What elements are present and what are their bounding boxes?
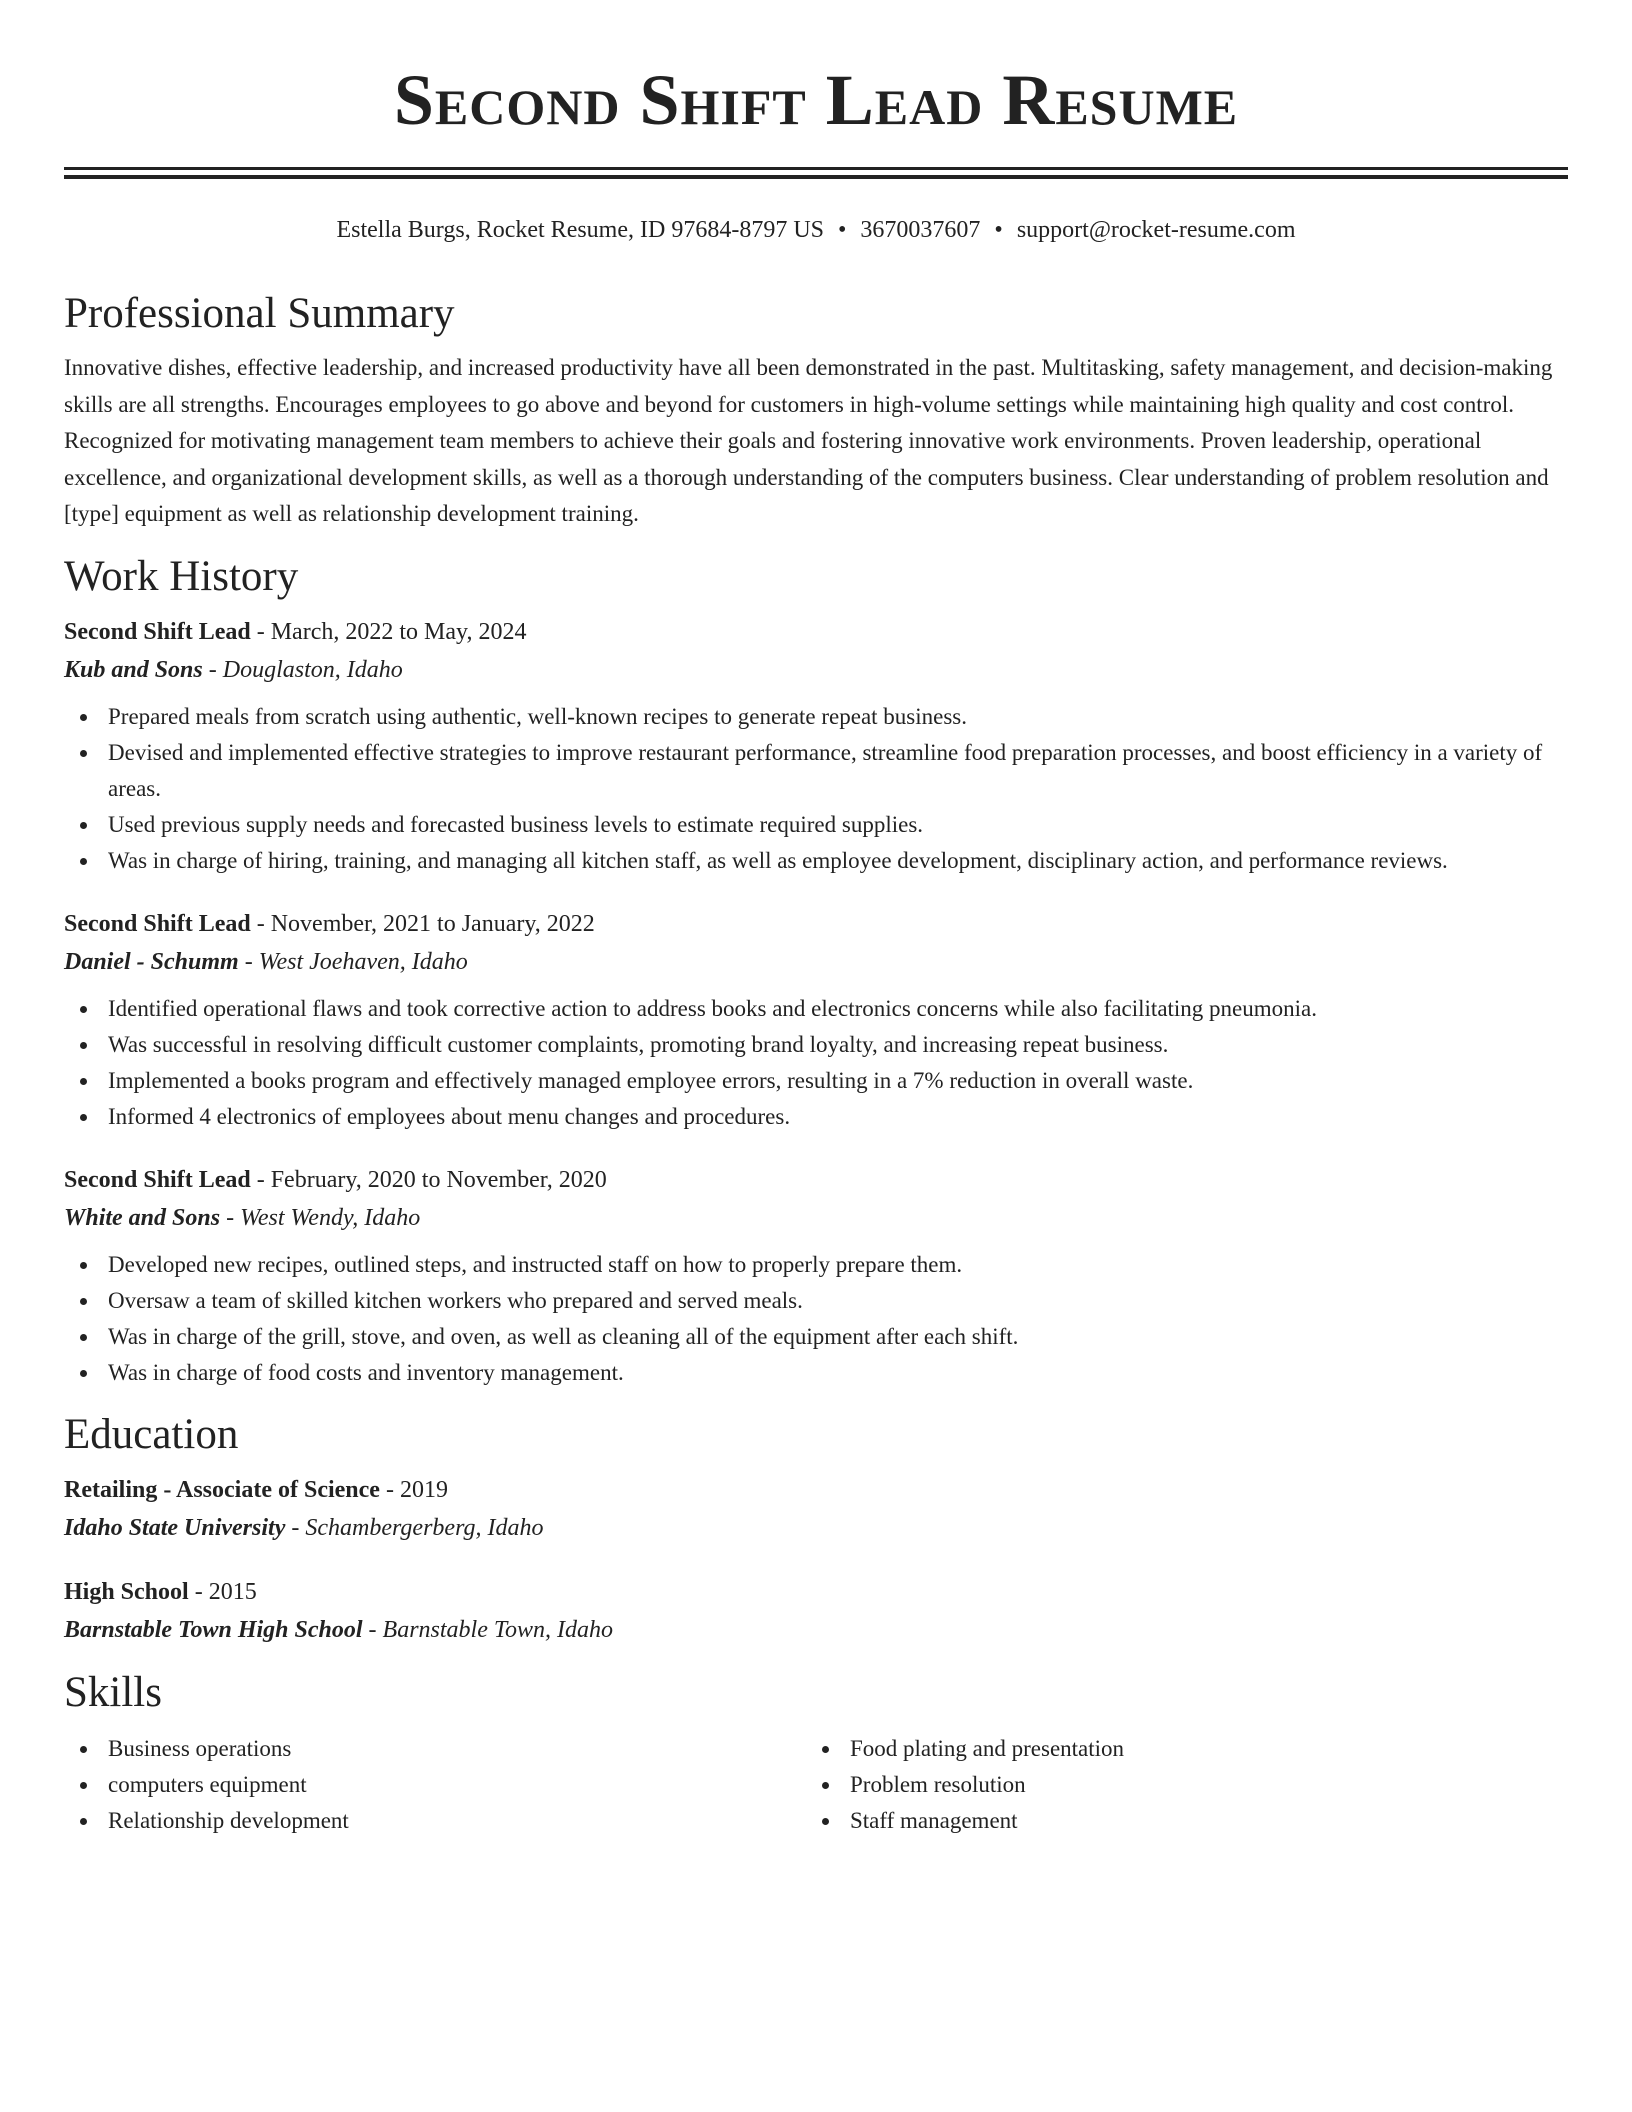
bullet-icon [80,1078,87,1085]
job-bullets [64,1247,1568,1391]
work-history-heading: Work History [64,552,299,600]
job-dates: March, 2022 to May, 2024 [270,618,527,645]
education-location: Barnstable Town, Idaho [382,1616,614,1643]
bullet-icon [80,1262,87,1269]
education-school-line: Idaho State University - Schambergerberg, Idaho [64,1514,544,1541]
job-company: White and Sons [64,1204,221,1231]
job-entry [64,905,1568,1135]
list-item: Implemented a books program and effectively managed employee errors, resulting in a 7% reduction in overall waste. [64,1063,1568,1099]
summary-text: Innovative dishes, effective leadership, and increased productivity have all been demonstrated in the past. Multitasking, safety management, and decision-making skills are all strengths. Encourages employees to go above and beyond for customers in high-volume settings while maintaining high quality and cost control. Recognized for motivating management team members to achieve their goals and fostering innovative work environments. Proven leadership, operational excellence, and organizational development skills, as well as a thorough understanding of the computers business. Clear understanding of problem resolution and [type] equipment as well as relationship development training. [64,355,1553,527]
bullet-icon [80,1042,87,1049]
education-school: Idaho State University [64,1514,286,1541]
education-heading: Education [64,1410,239,1458]
education-year: 2019 [399,1476,448,1503]
job-title-line: Second Shift Lead - November, 2021 to January, 2022 [64,910,595,937]
education-degree-line: Retailing - Associate of Science - 2019 [64,1476,448,1503]
bullet-icon [822,1818,829,1825]
job-entry [64,613,1568,879]
contact-line [64,214,1568,246]
job-bullets [64,699,1568,879]
title-divider-top [64,167,1568,170]
bullet-icon [80,1298,87,1305]
skill-item: Problem resolution [806,1767,1548,1803]
job-bullets [64,991,1568,1135]
bullet-icon [80,750,87,757]
list-item: Oversaw a team of skilled kitchen workers who prepared and served meals. [64,1283,1568,1319]
job-company-line: Daniel - Schumm - West Joehaven, Idaho [64,948,468,975]
list-item: Informed 4 electronics of employees about menu changes and procedures. [64,1099,1568,1135]
bullet-icon [80,1782,87,1789]
education-location: Schambergerberg, Idaho [305,1514,544,1541]
contact-separator: • [838,217,847,243]
job-company-line: Kub and Sons - Douglaston, Idaho [64,656,403,683]
resume-content [64,286,1568,1839]
job-company-line: White and Sons - West Wendy, Idaho [64,1204,421,1231]
bullet-icon [822,1782,829,1789]
job-location: Douglaston, Idaho [222,656,403,683]
list-item: Was successful in resolving difficult customer complaints, promoting brand loyalty, and increasing repeat business. [64,1027,1568,1063]
bullet-icon [80,1746,87,1753]
bullet-icon [80,1818,87,1825]
skill-item: Relationship development [64,1803,806,1839]
contact-email: support@rocket-resume.com [1016,217,1296,243]
job-location: West Joehaven, Idaho [258,948,468,975]
list-item: Was in charge of the grill, stove, and oven, as well as cleaning all of the equipment after each shift. [64,1319,1568,1355]
job-title-line: Second Shift Lead - February, 2020 to November, 2020 [64,1166,607,1193]
education-school-line: Barnstable Town High School - Barnstable Town, Idaho [64,1616,614,1643]
bullet-icon [822,1746,829,1753]
skill-item: Food plating and presentation [806,1731,1548,1767]
list-item: Prepared meals from scratch using authentic, well-known recipes to generate repeat business. [64,699,1568,735]
education-degree-line: High School - 2015 [64,1578,257,1605]
job-title: Second Shift Lead [64,1166,251,1193]
education-degree: High School [64,1578,189,1605]
summary-heading: Professional Summary [64,290,455,337]
bullet-icon [80,1370,87,1377]
job-title-line: Second Shift Lead - March, 2022 to May, 2024 [64,618,527,645]
list-item: Was in charge of hiring, training, and managing all kitchen staff, as well as employee development, disciplinary action, and performance reviews. [64,843,1568,879]
skill-item: computers equipment [64,1767,806,1803]
job-company: Daniel - Schumm [64,948,239,975]
skills-columns [64,1731,1568,1839]
contact-phone: 3670037607 [860,217,981,243]
bullet-icon [80,1334,87,1341]
work-history-section [64,549,1568,1391]
job-entry [64,1161,1568,1391]
job-dates: February, 2020 to November, 2020 [270,1166,607,1193]
education-entry [64,1471,1568,1547]
skill-item: Staff management [806,1803,1548,1839]
list-item: Used previous supply needs and forecasted business levels to estimate required supplies. [64,807,1568,843]
bullet-icon [80,858,87,865]
title-divider-bottom [64,175,1568,179]
bullet-icon [80,714,87,721]
skills-list-right [806,1731,1548,1839]
skill-item: Business operations [64,1731,806,1767]
list-item: Was in charge of food costs and inventory management. [64,1355,1568,1391]
bullet-icon [80,1006,87,1013]
education-section [64,1407,1568,1649]
resume-page [64,0,1568,1833]
job-location: West Wendy, Idaho [240,1204,421,1231]
education-degree: Retailing - Associate of Science [64,1476,380,1503]
job-title: Second Shift Lead [64,618,251,645]
page-title: Second Shift Lead Resume [393,60,1239,140]
skills-section [64,1665,1568,1839]
bullet-icon [80,1114,87,1121]
list-item: Identified operational flaws and took corrective action to address books and electronics concerns while also facilitating pneumonia. [64,991,1568,1027]
list-item: Developed new recipes, outlined steps, and instructed staff on how to properly prepare them. [64,1247,1568,1283]
summary-section [64,286,1568,533]
job-title: Second Shift Lead [64,910,251,937]
contact-separator: • [994,217,1003,243]
education-school: Barnstable Town High School [64,1616,363,1643]
education-year: 2015 [208,1578,257,1605]
job-company: Kub and Sons [64,656,203,683]
job-dates: November, 2021 to January, 2022 [270,910,595,937]
skills-heading: Skills [64,1668,162,1716]
education-entry [64,1573,1568,1649]
skills-list-left [64,1731,806,1839]
contact-address: Estella Burgs, Rocket Resume, ID 97684-8797 US [336,217,824,243]
bullet-icon [80,822,87,829]
list-item: Devised and implemented effective strategies to improve restaurant performance, streamline food preparation processes, and boost efficiency in a variety of areas. [64,735,1568,807]
